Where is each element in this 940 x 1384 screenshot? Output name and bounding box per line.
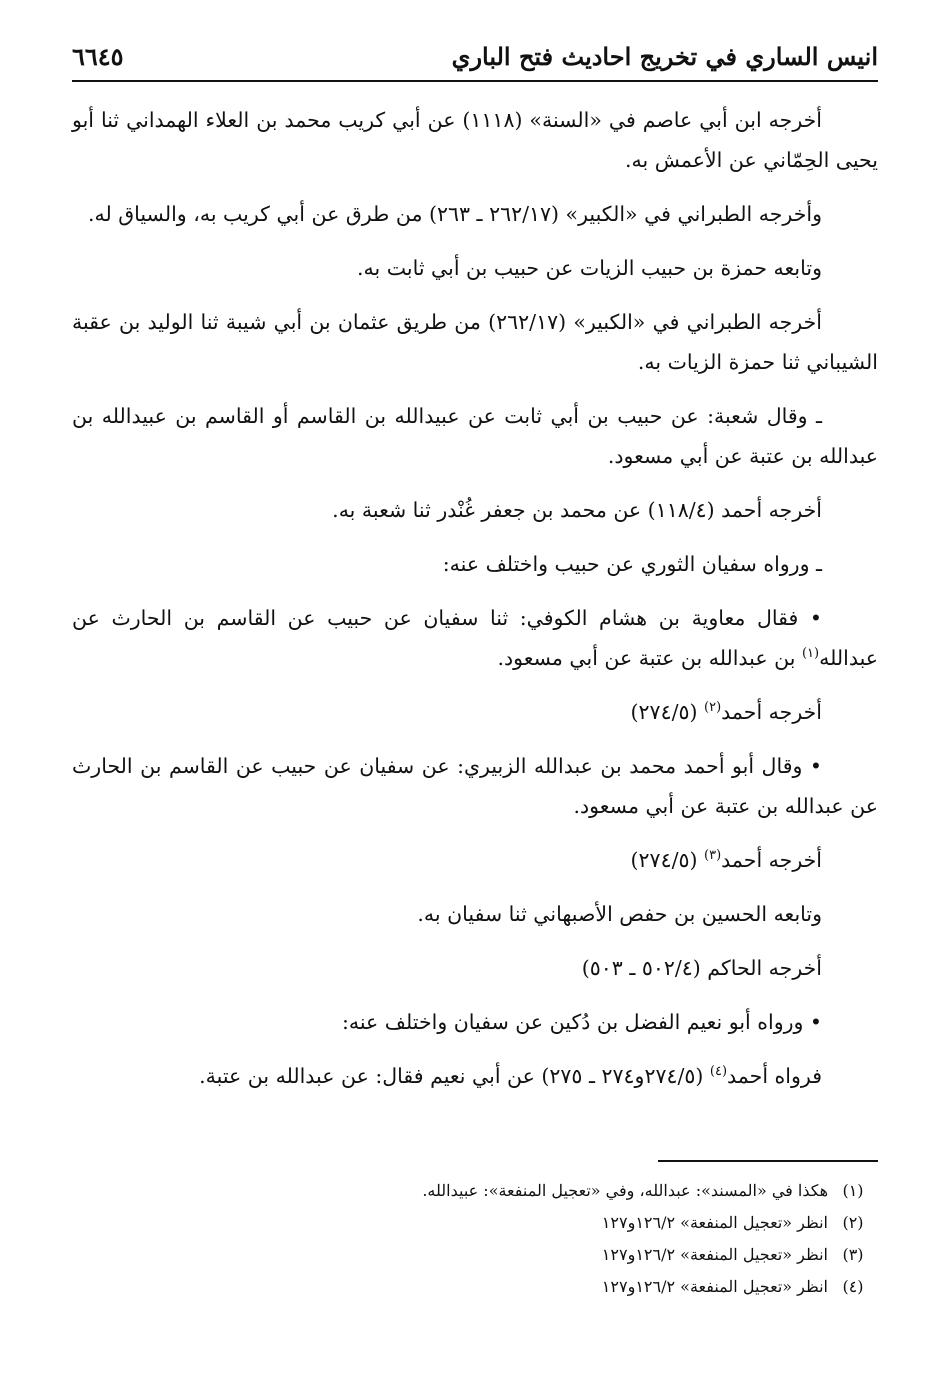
paragraph-12 [72,894,878,934]
paragraph-text: (٢٧٤/٥و٢٧٤ ـ ٢٧٥) عن أبي نعيم فقال: عن عبدالله بن عتبة. [199,1064,710,1088]
running-header [72,36,878,76]
paragraph-11 [72,840,878,880]
footnote-text: انظر «تعجيل المنفعة» ١٢٦/٢و١٢٧ [601,1213,828,1232]
paragraph-6 [72,490,878,530]
footnotes [72,1175,878,1303]
footnote-3 [72,1239,878,1271]
footnote-ref: (٣) [704,848,722,864]
main-text [72,100,878,1110]
footnote-1 [72,1175,878,1207]
footnote-text: انظر «تعجيل المنفعة» ١٢٦/٢و١٢٧ [601,1245,828,1264]
paragraph-text: أخرجه أحمد [721,700,822,724]
paragraph-text: • ورواه أبو نعيم الفضل بن دُكين عن سفيان واختلف عنه: [341,1010,822,1034]
paragraph-text: أخرجه أحمد (١١٨/٤) عن محمد بن جعفر غُنْدر ثنا شعبة به. [332,498,822,522]
paragraph-10 [72,746,878,826]
paragraph-text: أخرجه ابن أبي عاصم في «السنة» (١١١٨) عن أبي كريب محمد بن العلاء الهمداني ثنا أبو يحيى الحِمّاني عن الأعمش به. [72,108,878,172]
paragraph-8 [72,598,878,678]
paragraph-14 [72,1002,878,1042]
paragraph-text: • وقال أبو أحمد محمد بن عبدالله الزبيري: عن سفيان عن حبيب عن القاسم بن الحارث عن عبدالله بن عتبة عن أبي مسعود. [72,754,878,818]
paragraph-text: وأخرجه الطبراني في «الكبير» (٢٦٢/١٧ ـ ٢٦٣) من طرق عن أبي كريب به، والسياق له. [87,202,822,226]
paragraph-15 [72,1056,878,1096]
footnote-number: (١) [842,1181,864,1200]
footnote-4 [72,1271,878,1303]
paragraph-text: • فقال معاوية بن هشام الكوفي: ثنا سفيان عن حبيب عن القاسم بن الحارث عن عبدالله [72,606,878,670]
paragraph-text: ـ ورواه سفيان الثوري عن حبيب واختلف عنه: [442,552,822,576]
header-rule [72,80,878,82]
paragraph-9 [72,692,878,732]
page-number: ٦٦٤٥ [72,42,124,71]
footnote-rule [658,1160,878,1162]
paragraph-3 [72,248,878,288]
paragraph-text: (٢٧٤/٥) [630,700,705,724]
paragraph-text: بن عبدالله بن عتبة عن أبي مسعود. [497,646,802,670]
paragraph-13 [72,948,878,988]
footnote-text: هكذا في «المسند»: عبدالله، وفي «تعجيل المنفعة»: عبيدالله. [422,1181,828,1200]
footnote-number: (٣) [842,1245,864,1264]
footnote-number: (٤) [842,1277,864,1296]
footnote-ref: (٤) [709,1064,728,1080]
paragraph-2 [72,194,878,234]
paragraph-text: أخرجه الطبراني في «الكبير» (٢٦٢/١٧) من طريق عثمان بن أبي شيبة ثنا الوليد بن عقبة الشيباني ثنا حمزة الزيات به. [72,310,878,374]
paragraph-text: وتابعه الحسين بن حفص الأصبهاني ثنا سفيان به. [417,902,822,926]
footnote-ref: (٢) [704,700,722,716]
paragraph-1 [72,100,878,180]
paragraph-text: أخرجه الحاكم (٥٠٢/٤ ـ ٥٠٣) [581,956,822,980]
book-page [72,30,878,1350]
paragraph-4 [72,302,878,382]
paragraph-text: وتابعه حمزة بن حبيب الزيات عن حبيب بن أبي ثابت به. [357,256,822,280]
footnote-ref: (١) [801,646,820,662]
paragraph-5 [72,396,878,476]
footnote-text: انظر «تعجيل المنفعة» ١٢٦/٢و١٢٧ [601,1277,828,1296]
paragraph-text: ـ وقال شعبة: عن حبيب بن أبي ثابت عن عبيدالله بن القاسم أو القاسم بن عبيدالله بن عبدالله بن عتبة عن أبي مسعود. [72,404,878,468]
paragraph-text: أخرجه أحمد [721,848,822,872]
footnote-number: (٢) [842,1213,864,1232]
paragraph-7 [72,544,878,584]
book-title: انيس الساري في تخريج احاديث فتح الباري [451,42,878,71]
footnote-2 [72,1207,878,1239]
paragraph-text: (٢٧٤/٥) [630,848,705,872]
paragraph-text: فرواه أحمد [727,1064,822,1088]
